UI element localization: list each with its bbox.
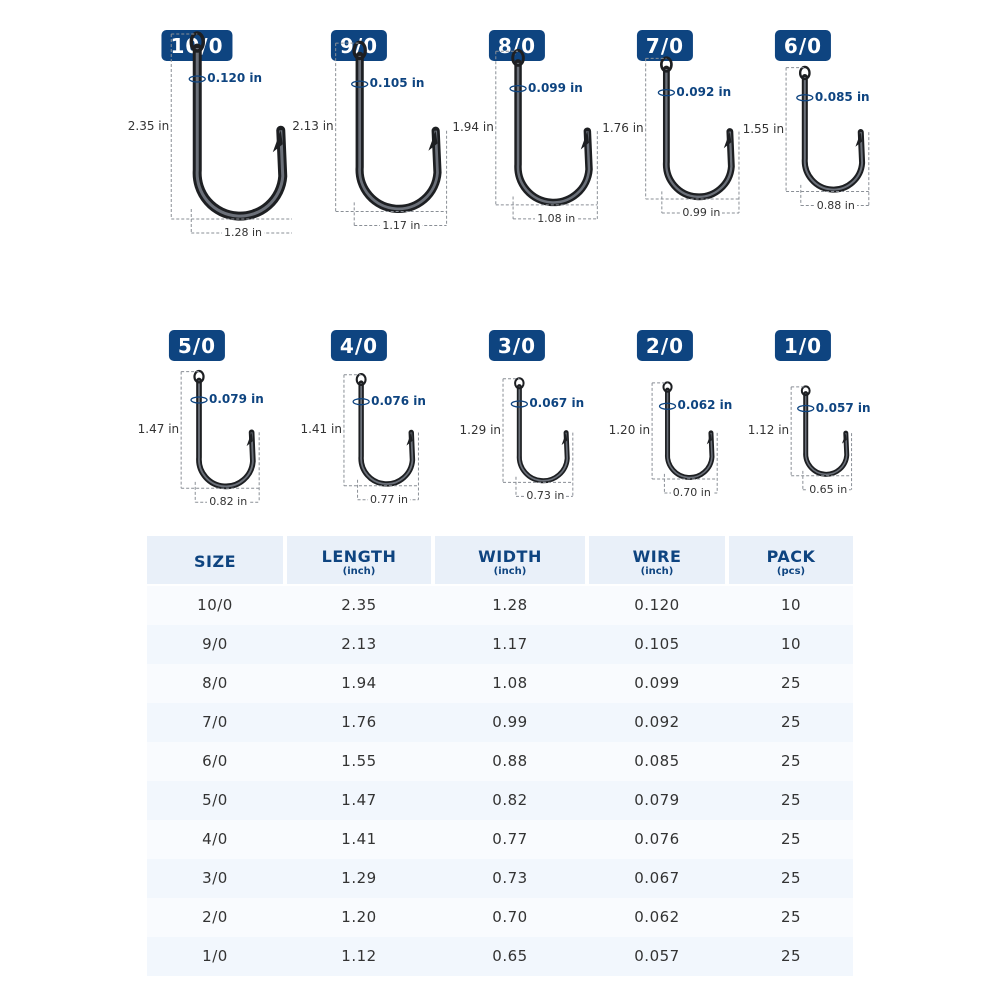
hook-illustration bbox=[708, 30, 898, 270]
table-row bbox=[147, 859, 853, 898]
length-label: 2.13 in bbox=[292, 119, 334, 134]
cell-pack: 25 bbox=[780, 947, 802, 965]
cell-wire: 0.085 bbox=[634, 752, 680, 770]
wire-label: 0.067 in bbox=[529, 395, 585, 410]
width-label: 1.17 in bbox=[382, 218, 421, 232]
cell-wire: 0.057 bbox=[634, 947, 680, 965]
column-header-label: LENGTH bbox=[321, 547, 397, 566]
cell-length: 1.20 bbox=[341, 908, 377, 926]
table-row bbox=[147, 937, 853, 976]
size-badge: 4/0 bbox=[331, 330, 387, 361]
length-label: 1.76 in bbox=[602, 120, 644, 135]
cell-length: 1.12 bbox=[341, 947, 377, 965]
cell-pack: 25 bbox=[780, 869, 802, 887]
size-badge: 2/0 bbox=[637, 330, 693, 361]
cell-size: 5/0 bbox=[202, 791, 228, 809]
cell-pack: 25 bbox=[780, 830, 802, 848]
cell-length: 1.76 bbox=[341, 713, 377, 731]
wire-label: 0.120 in bbox=[207, 71, 263, 85]
cell-width: 0.73 bbox=[492, 869, 528, 887]
column-header-size bbox=[147, 536, 283, 584]
cell-pack: 25 bbox=[780, 674, 802, 692]
table-row bbox=[147, 625, 853, 664]
width-label: 0.77 in bbox=[370, 492, 409, 506]
length-label: 1.94 in bbox=[452, 120, 494, 135]
cell-wire: 0.092 bbox=[634, 713, 680, 731]
width-label: 1.28 in bbox=[224, 226, 263, 239]
cell-width: 0.99 bbox=[492, 713, 528, 731]
column-header-unit: (pcs) bbox=[776, 566, 806, 577]
cell-size: 1/0 bbox=[202, 947, 228, 965]
width-label: 0.99 in bbox=[682, 206, 721, 220]
length-label: 1.29 in bbox=[459, 422, 502, 437]
column-header-unit: (inch) bbox=[342, 566, 376, 577]
table-row bbox=[147, 703, 853, 742]
cell-wire: 0.076 bbox=[634, 830, 680, 848]
column-header-length bbox=[287, 536, 431, 584]
column-header-wire bbox=[589, 536, 725, 584]
cell-wire: 0.105 bbox=[634, 635, 680, 653]
cell-pack: 25 bbox=[780, 713, 802, 731]
size-badge: 9/0 bbox=[331, 30, 387, 61]
cell-width: 1.17 bbox=[492, 635, 528, 653]
cell-width: 0.65 bbox=[492, 947, 528, 965]
size-badge: 3/0 bbox=[489, 330, 545, 361]
cell-length: 2.35 bbox=[341, 596, 377, 614]
cell-wire: 0.120 bbox=[634, 596, 680, 614]
length-label: 1.47 in bbox=[137, 421, 180, 436]
wire-label: 0.079 in bbox=[209, 391, 264, 406]
size-table bbox=[147, 536, 853, 976]
cell-length: 1.41 bbox=[341, 830, 377, 848]
size-badge: 8/0 bbox=[489, 30, 545, 61]
length-label: 1.41 in bbox=[300, 422, 342, 437]
cell-wire: 0.079 bbox=[634, 791, 680, 809]
cell-width: 1.08 bbox=[492, 674, 528, 692]
cell-pack: 25 bbox=[780, 791, 802, 809]
table-row bbox=[147, 742, 853, 781]
wire-label: 0.076 in bbox=[371, 393, 426, 408]
size-badge: 5/0 bbox=[169, 330, 225, 361]
table-row bbox=[147, 664, 853, 703]
size-badge: 10/0 bbox=[161, 30, 232, 61]
wire-label: 0.092 in bbox=[676, 84, 732, 99]
length-label: 1.20 in bbox=[608, 422, 651, 437]
table-row bbox=[147, 781, 853, 820]
cell-size: 10/0 bbox=[197, 596, 233, 614]
width-label: 0.70 in bbox=[672, 486, 711, 500]
wire-label: 0.105 in bbox=[369, 76, 425, 91]
width-label: 0.73 in bbox=[526, 489, 565, 503]
cell-width: 1.28 bbox=[492, 596, 528, 614]
cell-width: 0.88 bbox=[492, 752, 528, 770]
column-header-unit: (inch) bbox=[493, 566, 527, 577]
cell-length: 1.94 bbox=[341, 674, 377, 692]
column-header-label: WIDTH bbox=[478, 547, 542, 566]
cell-length: 1.47 bbox=[341, 791, 377, 809]
size-badge: 7/0 bbox=[637, 30, 693, 61]
cell-width: 0.77 bbox=[492, 830, 528, 848]
column-header-width bbox=[435, 536, 585, 584]
table-row bbox=[147, 586, 853, 625]
size-badge: 1/0 bbox=[775, 330, 831, 361]
width-label: 0.82 in bbox=[209, 495, 248, 509]
column-header-label: SIZE bbox=[193, 552, 236, 571]
cell-size: 8/0 bbox=[202, 674, 228, 692]
cell-size: 2/0 bbox=[202, 908, 228, 926]
table-row bbox=[147, 898, 853, 937]
cell-size: 6/0 bbox=[202, 752, 228, 770]
size-badge: 6/0 bbox=[775, 30, 831, 61]
cell-pack: 10 bbox=[780, 596, 802, 614]
width-label: 1.08 in bbox=[537, 211, 576, 225]
cell-length: 2.13 bbox=[341, 635, 377, 653]
length-label: 2.35 in bbox=[127, 118, 170, 133]
hook-1-0 bbox=[708, 330, 898, 570]
table-header bbox=[147, 536, 853, 584]
cell-size: 4/0 bbox=[202, 830, 228, 848]
length-label: 1.55 in bbox=[742, 121, 785, 136]
cell-pack: 25 bbox=[780, 908, 802, 926]
width-label: 0.88 in bbox=[816, 198, 855, 212]
cell-size: 9/0 bbox=[202, 635, 228, 653]
table-row bbox=[147, 820, 853, 859]
cell-wire: 0.062 bbox=[634, 908, 680, 926]
cell-width: 0.70 bbox=[492, 908, 528, 926]
cell-wire: 0.067 bbox=[634, 869, 680, 887]
cell-width: 0.82 bbox=[492, 791, 528, 809]
cell-length: 1.55 bbox=[341, 752, 377, 770]
hook-6-0 bbox=[708, 30, 898, 270]
length-label: 1.12 in bbox=[747, 423, 790, 438]
wire-label: 0.085 in bbox=[814, 89, 870, 104]
column-header-label: WIRE bbox=[632, 547, 682, 566]
wire-label: 0.099 in bbox=[528, 80, 583, 95]
cell-pack: 10 bbox=[780, 635, 802, 653]
column-header-pack bbox=[729, 536, 853, 584]
cell-length: 1.29 bbox=[341, 869, 377, 887]
width-label: 0.65 in bbox=[809, 482, 848, 496]
wire-label: 0.057 in bbox=[815, 400, 871, 415]
cell-size: 7/0 bbox=[202, 713, 228, 731]
wire-label: 0.062 in bbox=[677, 398, 733, 413]
hook-illustration bbox=[708, 330, 898, 570]
cell-size: 3/0 bbox=[202, 869, 228, 887]
cell-pack: 25 bbox=[780, 752, 802, 770]
column-header-unit: (inch) bbox=[640, 566, 674, 577]
cell-wire: 0.099 bbox=[634, 674, 680, 692]
column-header-label: PACK bbox=[766, 547, 816, 566]
